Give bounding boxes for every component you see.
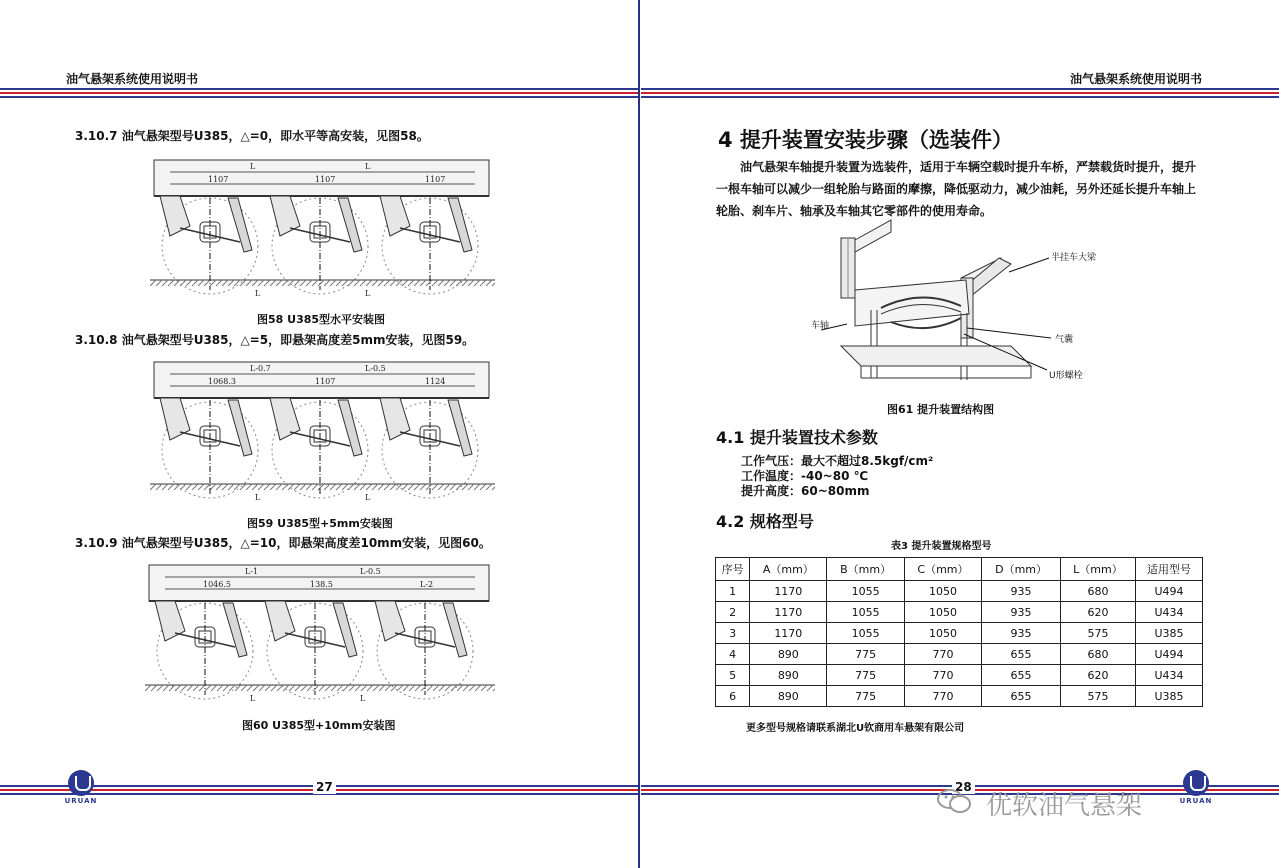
table-cell: U494 xyxy=(1136,581,1203,602)
table-cell: 620 xyxy=(1060,665,1135,686)
table-cell: 6 xyxy=(716,686,750,707)
table-cell: 680 xyxy=(1060,581,1135,602)
table-cell: 775 xyxy=(827,665,904,686)
table-cell: 1170 xyxy=(750,623,827,644)
table-header-cell: A（mm） xyxy=(750,558,827,581)
dimension-label: L xyxy=(250,694,256,703)
table-cell: 890 xyxy=(750,644,827,665)
logo-icon xyxy=(1183,770,1209,796)
logo-icon xyxy=(68,770,94,796)
table-cell: 1055 xyxy=(827,581,904,602)
dimension-label: 1107 xyxy=(208,175,229,184)
section-heading-3-10-9: 3.10.9 油气悬架型号U385，△=10，即悬架高度差10mm安装，见图60。 xyxy=(75,536,491,550)
left-page xyxy=(0,0,639,868)
table-cell: 680 xyxy=(1060,644,1135,665)
table-cell: U434 xyxy=(1136,665,1203,686)
dimension-label: L-0.5 xyxy=(360,567,381,576)
dimension-label: L xyxy=(365,289,371,298)
section-4-1-title: 4.1 提升装置技术参数 xyxy=(716,428,878,447)
table-header-row xyxy=(716,558,1203,581)
page-number: 28 xyxy=(952,780,975,794)
table-cell: 1050 xyxy=(904,581,981,602)
table-cell: 1050 xyxy=(904,623,981,644)
table-cell: 770 xyxy=(904,665,981,686)
table-cell: 1 xyxy=(716,581,750,602)
table-row xyxy=(716,623,1203,644)
dimension-label: 1124 xyxy=(425,377,446,386)
uruan-logo xyxy=(64,770,98,805)
table-row xyxy=(716,644,1203,665)
dimension-label: L xyxy=(250,162,256,171)
param-lift-height: 提升高度：60~80mm xyxy=(741,484,870,498)
dimension-label: L xyxy=(360,694,366,703)
table-cell: 775 xyxy=(827,644,904,665)
table-cell: 770 xyxy=(904,644,981,665)
section-heading-3-10-7: 3.10.7 油气悬架型号U385，△=0，即水平等高安装，见图58。 xyxy=(75,129,429,143)
section-4-2-title: 4.2 规格型号 xyxy=(716,512,814,531)
dimension-label: L xyxy=(365,162,371,171)
figure-59 xyxy=(150,360,495,510)
table-cell: 935 xyxy=(982,602,1061,623)
table-row xyxy=(716,665,1203,686)
table-note: 更多型号规格请联系湖北U钦商用车悬架有限公司 xyxy=(746,723,965,734)
table-cell: 1055 xyxy=(827,602,904,623)
table-cell: 620 xyxy=(1060,602,1135,623)
figure-59-caption: 图59 U385型+5mm安装图 xyxy=(247,517,393,530)
param-temperature: 工作温度：-40~80 ℃ xyxy=(741,469,869,483)
header-stripes xyxy=(641,88,1279,98)
table-header-cell: 适用型号 xyxy=(1136,558,1203,581)
figure-60-caption: 图60 U385型+10mm安装图 xyxy=(242,719,396,732)
table-header-cell: 序号 xyxy=(716,558,750,581)
dimension-label: L-1 xyxy=(245,567,259,576)
dimension-label: 1068.3 xyxy=(208,377,236,386)
label-axle: 车轴 xyxy=(811,321,830,331)
spec-table xyxy=(715,557,1203,707)
table-cell: 775 xyxy=(827,686,904,707)
table-row xyxy=(716,686,1203,707)
dimension-label: L xyxy=(255,289,261,298)
table-cell: U385 xyxy=(1136,686,1203,707)
table-cell: 4 xyxy=(716,644,750,665)
header-title: 油气悬架系统使用说明书 xyxy=(66,72,199,86)
table-cell: 1055 xyxy=(827,623,904,644)
label-airbag: 气囊 xyxy=(1055,335,1074,345)
watermark-text: 优软油气悬架 xyxy=(986,791,1143,821)
label-frame: 半挂车大梁 xyxy=(1051,253,1097,263)
figure-58-caption: 图58 U385型水平安装图 xyxy=(257,313,386,326)
wechat-icon xyxy=(937,789,971,813)
dimension-label: L xyxy=(365,493,371,502)
table-row xyxy=(716,581,1203,602)
table-row xyxy=(716,602,1203,623)
dimension-label: 1107 xyxy=(315,377,336,386)
table-cell: U494 xyxy=(1136,644,1203,665)
table-cell: 2 xyxy=(716,602,750,623)
param-pressure: 工作气压：最大不超过8.5kgf/cm² xyxy=(741,454,934,468)
dimension-label: L-2 xyxy=(420,580,434,589)
dimension-label: L xyxy=(255,493,261,502)
table-cell: 575 xyxy=(1060,686,1135,707)
logo-text: URUAN xyxy=(1179,797,1213,805)
table-cell: 575 xyxy=(1060,623,1135,644)
header-title: 油气悬架系统使用说明书 xyxy=(1070,72,1203,86)
dimension-label: L-0.7 xyxy=(250,364,271,373)
chapter-title: 4 提升装置安装步骤（选装件） xyxy=(718,128,1013,152)
table-cell: 1170 xyxy=(750,602,827,623)
section-heading-3-10-8: 3.10.8 油气悬架型号U385，△=5，即悬架高度差5mm安装，见图59。 xyxy=(75,333,475,347)
table-cell: 935 xyxy=(982,581,1061,602)
dimension-label: L-0.5 xyxy=(365,364,386,373)
table-cell: 890 xyxy=(750,686,827,707)
figure-61-caption: 图61 提升装置结构图 xyxy=(887,403,995,416)
table-cell: 655 xyxy=(982,686,1061,707)
table-cell: 935 xyxy=(982,623,1061,644)
table-header-cell: D（mm） xyxy=(982,558,1061,581)
table-cell: U385 xyxy=(1136,623,1203,644)
table-cell: 5 xyxy=(716,665,750,686)
intro-paragraph: 油气悬架车轴提升装置为选装件，适用于车辆空载时提升车桥，严禁载货时提升，提升一根车轴可以减少一组轮胎与路面的摩擦，降低驱动力，减少油耗，另外还延长提升车轴上轮胎、刹车片、轴承及车轴其它零部件的使用寿命。 xyxy=(716,160,1197,218)
page-spine xyxy=(638,0,640,868)
table-header-cell: C（mm） xyxy=(904,558,981,581)
table-header-cell: L（mm） xyxy=(1060,558,1135,581)
dimension-label: 138.5 xyxy=(310,580,333,589)
right-page xyxy=(641,0,1279,868)
table-cell: 1050 xyxy=(904,602,981,623)
table-cell: 3 xyxy=(716,623,750,644)
table-cell: U434 xyxy=(1136,602,1203,623)
table-caption: 表3 提升装置规格型号 xyxy=(891,541,992,552)
figure-60 xyxy=(145,563,495,711)
dimension-label: 1046.5 xyxy=(203,580,231,589)
table-header-cell: B（mm） xyxy=(827,558,904,581)
logo-text: URUAN xyxy=(64,797,98,805)
header-stripes xyxy=(0,88,639,98)
figure-58 xyxy=(150,158,495,306)
table-cell: 655 xyxy=(982,665,1061,686)
uruan-logo xyxy=(1179,770,1213,805)
figure-61 xyxy=(811,218,1111,396)
page-number: 27 xyxy=(313,780,336,794)
dimension-label: 1107 xyxy=(425,175,446,184)
table-cell: 655 xyxy=(982,644,1061,665)
table-cell: 770 xyxy=(904,686,981,707)
label-ubolt: U形螺栓 xyxy=(1049,371,1083,381)
table-cell: 890 xyxy=(750,665,827,686)
table-cell: 1170 xyxy=(750,581,827,602)
dimension-label: 1107 xyxy=(315,175,336,184)
